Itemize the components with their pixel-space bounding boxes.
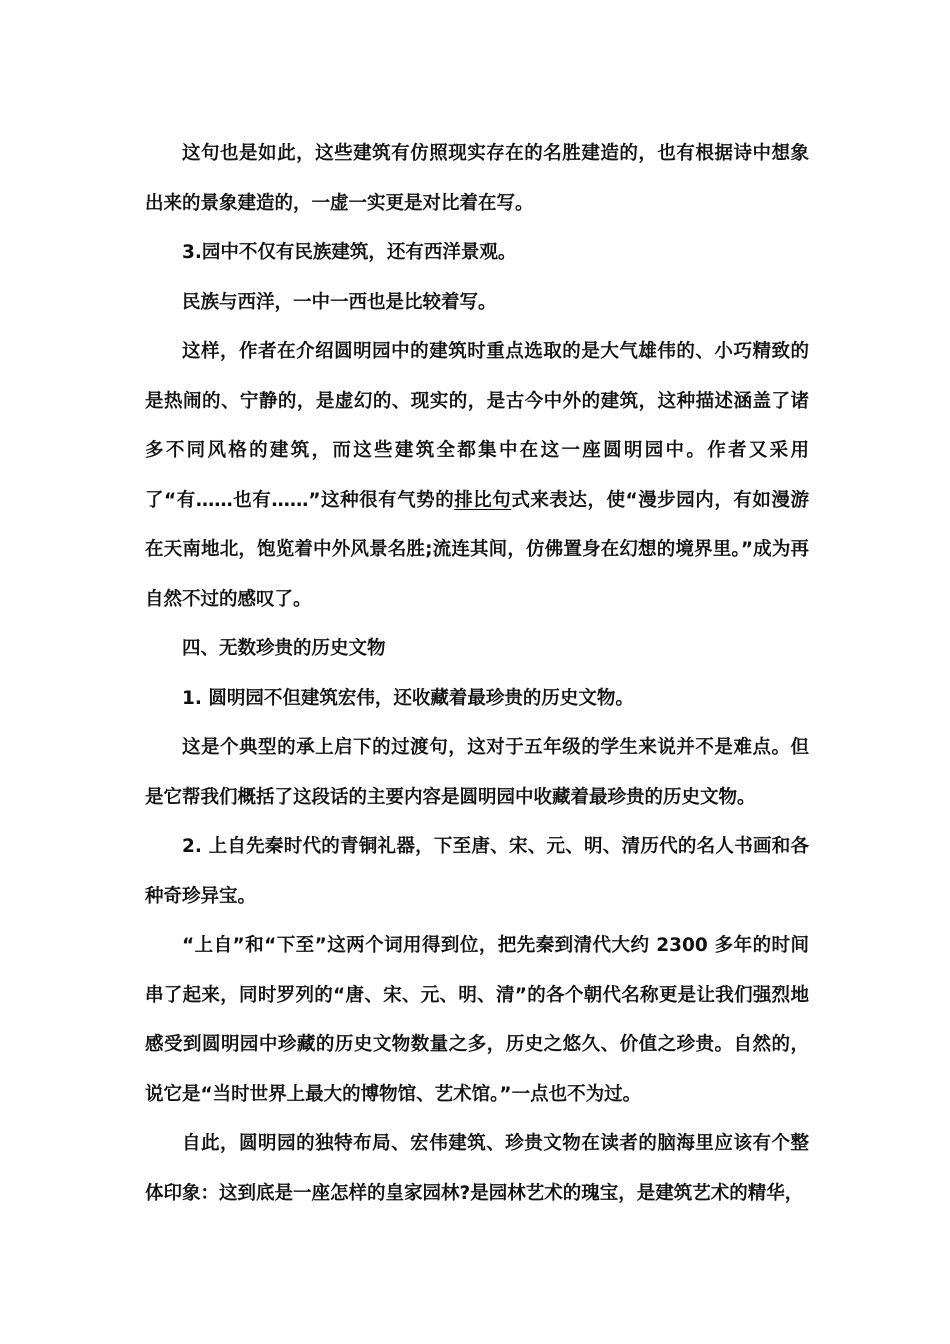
document-body xyxy=(145,129,809,1218)
paragraph-transition-sentence: 这是个典型的承上启下的过渡句，这对于五年级的学生来说并不是难点。但是它帮我们概括了这段话的主要内容是圆明园中收藏着最珍贵的历史文物。 xyxy=(145,737,809,808)
paragraph-point-2: 2. 上自先秦时代的青铜礼器，下至唐、宋、元、明、清历代的名人书画和各种奇珍异宝。 xyxy=(145,836,809,907)
paragraph-architecture-summary xyxy=(145,327,809,624)
underlined-term: 排比句 xyxy=(454,489,512,511)
paragraph-imagined-scenery: 这句也是如此，这些建筑有仿照现实存在的名胜建造的，也有根据诗中想象出来的景象建造的，一虚一实更是对比着在写。 xyxy=(145,143,809,214)
paragraph-dynasties-analysis: “上自”和“下至”这两个词用得到位，把先秦到清代大约 2300 多年的时间串了起来，同时罗列的“唐、宋、元、明、清”的各个朝代名称更是让我们强烈地感受到圆明园中珍藏的历史文物数量之多，历史之悠久、价值之珍贵。自然的，说它是“当时世界上最大的博物馆、艺术馆。”一点也不为过。 xyxy=(145,935,809,1105)
paragraph-east-west-contrast: 民族与西洋，一中一西也是比较着写。 xyxy=(182,291,497,313)
paragraph-text-after: 式来表达，使“漫步园内，有如漫游在天南地北，饱览着中外风景名胜;流连其间，仿佛置身在幻想的境界里。”成为再自然不过的感叹了。 xyxy=(145,489,809,610)
paragraph-overall-impression: 自此，圆明园的独特布局、宏伟建筑、珍贵文物在读者的脑海里应该有个整体印象：这到底是一座怎样的皇家园林?是园林艺术的瑰宝，是建筑艺术的精华， xyxy=(145,1133,809,1204)
paragraph-western-landscape: 3.园中不仅有民族建筑，还有西洋景观。 xyxy=(182,242,517,263)
paragraph-point-1: 1. 圆明园不但建筑宏伟，还收藏着最珍贵的历史文物。 xyxy=(182,687,634,709)
paragraph-text-before: 这样，作者在介绍圆明园中的建筑时重点选取的是大气雄伟的、小巧精致的是热闹的、宁静的，是虚幻的、现实的，是古今中外的建筑，这种描述涵盖了诸多不同风格的建筑，而这些建筑全都集中在这一座圆明园中。作者又采用了“有……也有……”这种很有气势的 xyxy=(145,341,809,511)
section-heading-relics: 四、无数珍贵的历史文物 xyxy=(182,638,386,659)
